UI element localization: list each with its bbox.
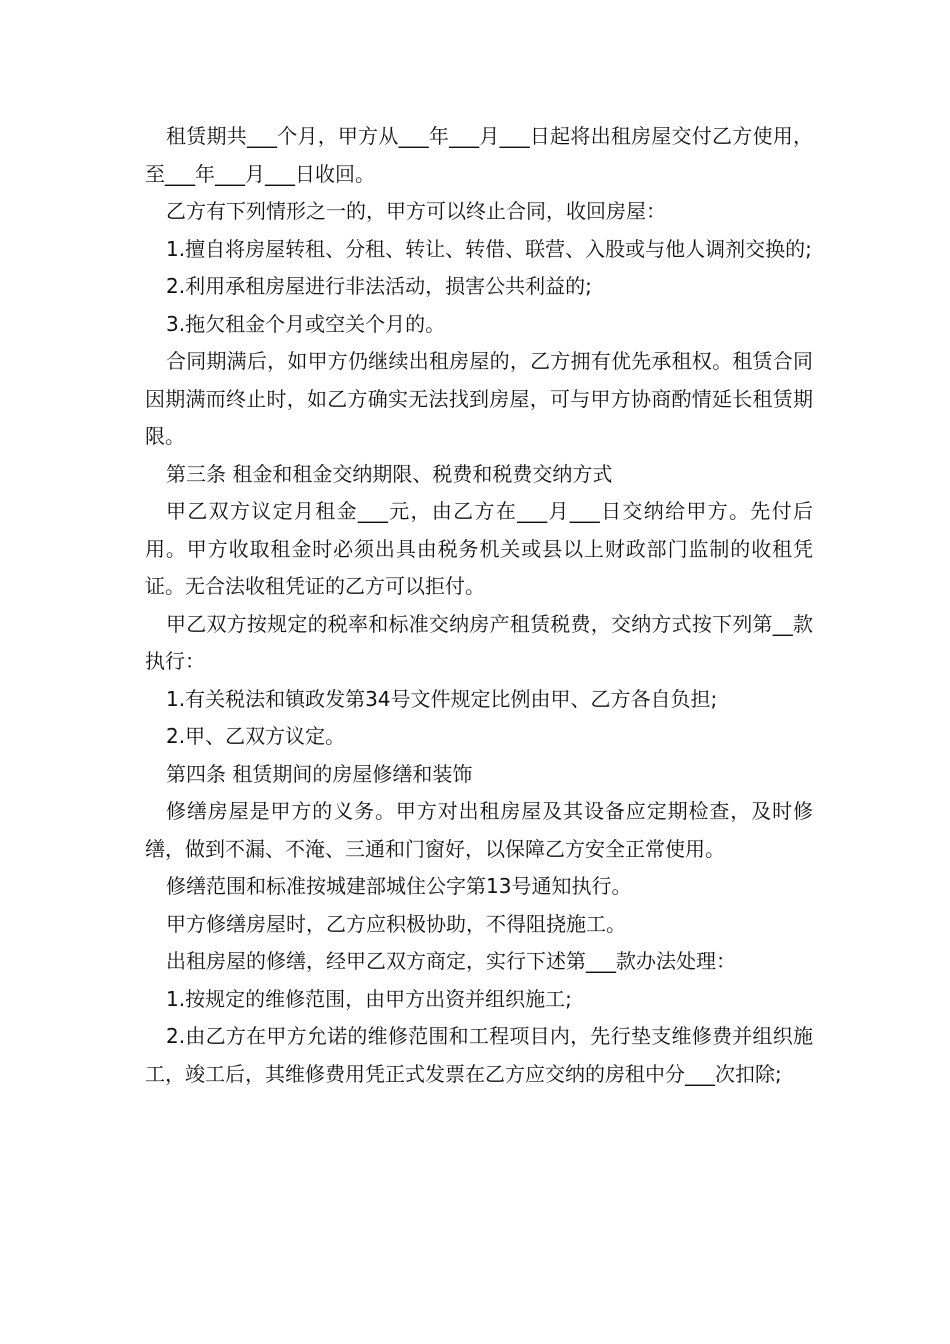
list-item-landlord-funds: 1.按规定的维修范围，由甲方出资并组织施工; xyxy=(166,986,572,1011)
list-item-mutual-agreement: 2.甲、乙双方议定。 xyxy=(166,724,346,748)
list-item-sublet: 1.擅自将房屋转租、分租、转让、转借、联营、入股或与他人调剂交换的; xyxy=(166,236,812,261)
paragraph-lease-term: 租赁期共___个月，甲方从___年___月___日起将出租房屋交付乙方使用，至___年___月___日收回。 xyxy=(145,124,813,186)
section-heading-article-3: 第三条 租金和租金交纳期限、税费和税费交纳方式 xyxy=(166,461,613,486)
document-body xyxy=(145,118,813,1093)
list-item-tax-law: 1.有关税法和镇政发第34号文件规定比例由甲、乙方各自负担; xyxy=(166,686,718,711)
paragraph-repair-obligation: 修缮房屋是甲方的义务。甲方对出租房屋及其设备应定期检查，及时修缮，做到不漏、不淹、三通和门窗好，以保障乙方安全正常使用。 xyxy=(145,799,813,861)
section-heading-article-4: 第四条 租赁期间的房屋修缮和装饰 xyxy=(166,761,473,786)
paragraph-repair-scope: 修缮范围和标准按城建部城住公字第13号通知执行。 xyxy=(166,874,632,898)
paragraph-renewal-priority: 合同期满后，如甲方仍继续出租房屋的，乙方拥有优先承租权。租赁合同因期满而终止时，如乙方确实无法找到房屋，可与甲方协商酌情延长租赁期限。 xyxy=(145,349,813,448)
paragraph-monthly-rent: 甲乙双方议定月租金___元，由乙方在___月___日交纳给甲方。先付后用。甲方收取租金时必须出具由税务机关或县以上财政部门监制的收租凭证。无合法收租凭证的乙方可以拒付。 xyxy=(145,499,813,598)
paragraph-tax-payment: 甲乙双方按规定的税率和标准交纳房产租赁税费，交纳方式按下列第__款执行： xyxy=(145,611,813,673)
paragraph-termination-conditions: 乙方有下列情形之一的，甲方可以终止合同，收回房屋： xyxy=(166,199,666,223)
list-item-rent-arrears: 3.拖欠租金个月或空关个月的。 xyxy=(166,311,446,336)
list-item-tenant-advance: 2.由乙方在甲方允诺的维修范围和工程项目内，先行垫支维修费并组织施工，竣工后，其维修费用凭正式发票在乙方应交纳的房租中分___次扣除; xyxy=(145,1024,813,1086)
paragraph-repair-method: 出租房屋的修缮，经甲乙双方商定，实行下述第___款办法处理： xyxy=(166,949,736,973)
paragraph-repair-cooperation: 甲方修缮房屋时，乙方应积极协助，不得阻挠施工。 xyxy=(166,911,626,936)
list-item-illegal-use: 2.利用承租房屋进行非法活动，损害公共利益的; xyxy=(166,274,592,298)
